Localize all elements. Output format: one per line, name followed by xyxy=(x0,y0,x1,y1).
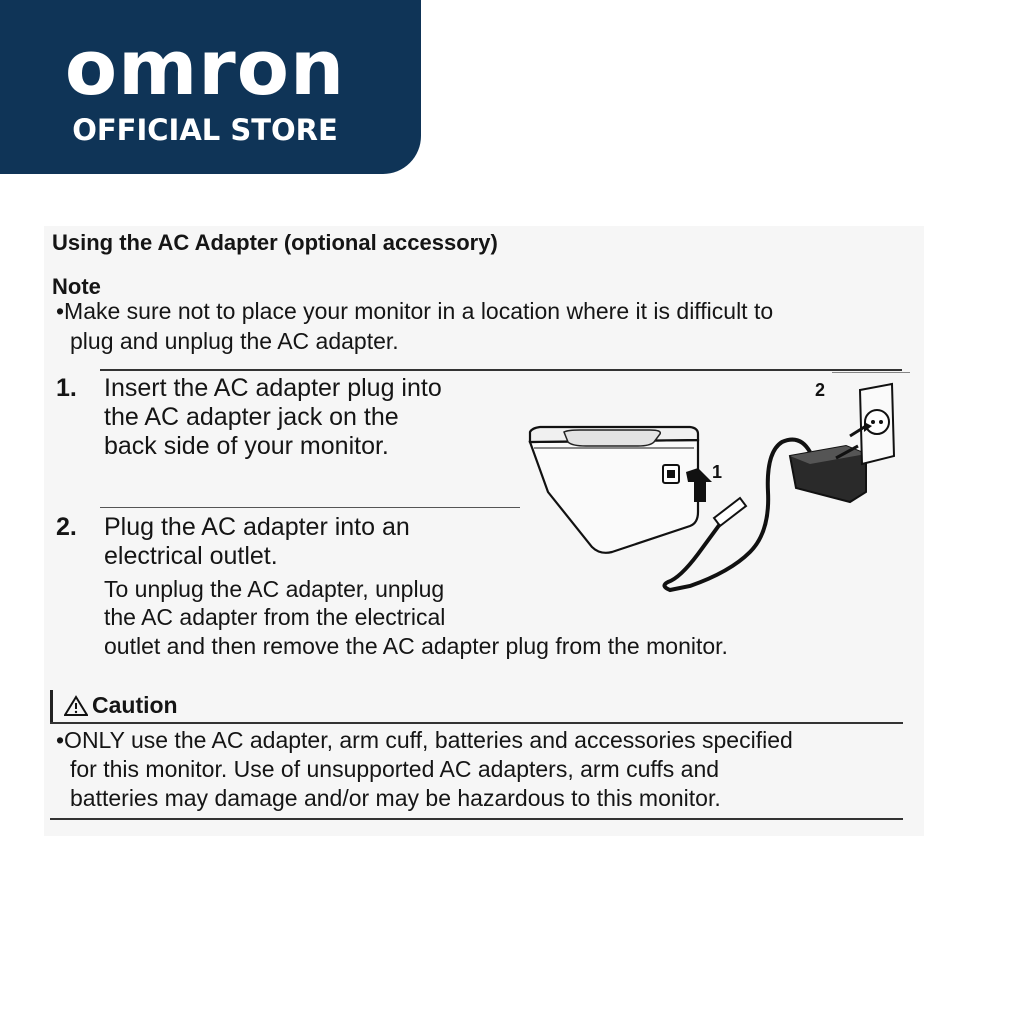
caution-line-1: •ONLY use the AC adapter, arm cuff, batteries and accessories specified xyxy=(56,727,793,753)
official-store-label: OFFICIAL STORE xyxy=(72,113,338,147)
step-2-line-1: Plug the AC adapter into an xyxy=(104,513,410,541)
caution-bar xyxy=(50,690,53,722)
caution-label: Caution xyxy=(92,692,178,718)
warning-triangle-icon xyxy=(64,695,88,717)
note-line-2: plug and unplug the AC adapter. xyxy=(70,328,399,354)
monitor-illustration xyxy=(530,427,698,553)
divider-between-steps xyxy=(100,507,520,508)
step-2-detail-3: outlet and then remove the AC adapter plug from the monitor. xyxy=(104,633,728,659)
omron-logo: omron xyxy=(64,23,346,112)
caution-top-rule xyxy=(50,722,903,724)
step-2-number: 2. xyxy=(56,513,77,541)
brand-banner xyxy=(0,0,421,174)
note-label: Note xyxy=(52,274,101,299)
step-2-detail-1: To unplug the AC adapter, unplug xyxy=(104,576,445,602)
caution-line-2: for this monitor. Use of unsupported AC adapters, arm cuffs and xyxy=(70,756,720,782)
adapter-illustration xyxy=(790,446,866,502)
step-2-diagram-label: 2 xyxy=(815,380,826,400)
step-1-diagram-label: 1 xyxy=(712,462,723,482)
caution-bottom-rule xyxy=(50,818,903,820)
step-1-number: 1. xyxy=(56,374,77,402)
note-line-1: •Make sure not to place your monitor in a location where it is difficult to xyxy=(56,298,774,324)
step-1-line-1: Insert the AC adapter plug into xyxy=(104,374,442,402)
caution-line-3: batteries may damage and/or may be hazardous to this monitor. xyxy=(70,785,721,811)
ac-adapter-diagram xyxy=(520,372,910,602)
divider-after-note xyxy=(100,369,902,371)
step-2-detail-2: the AC adapter from the electrical xyxy=(104,604,446,630)
step-2-line-2: electrical outlet. xyxy=(104,542,278,570)
step-1-line-3: back side of your monitor. xyxy=(104,432,389,460)
section-title: Using the AC Adapter (optional accessory) xyxy=(52,230,498,255)
step-1-line-2: the AC adapter jack on the xyxy=(104,403,399,431)
